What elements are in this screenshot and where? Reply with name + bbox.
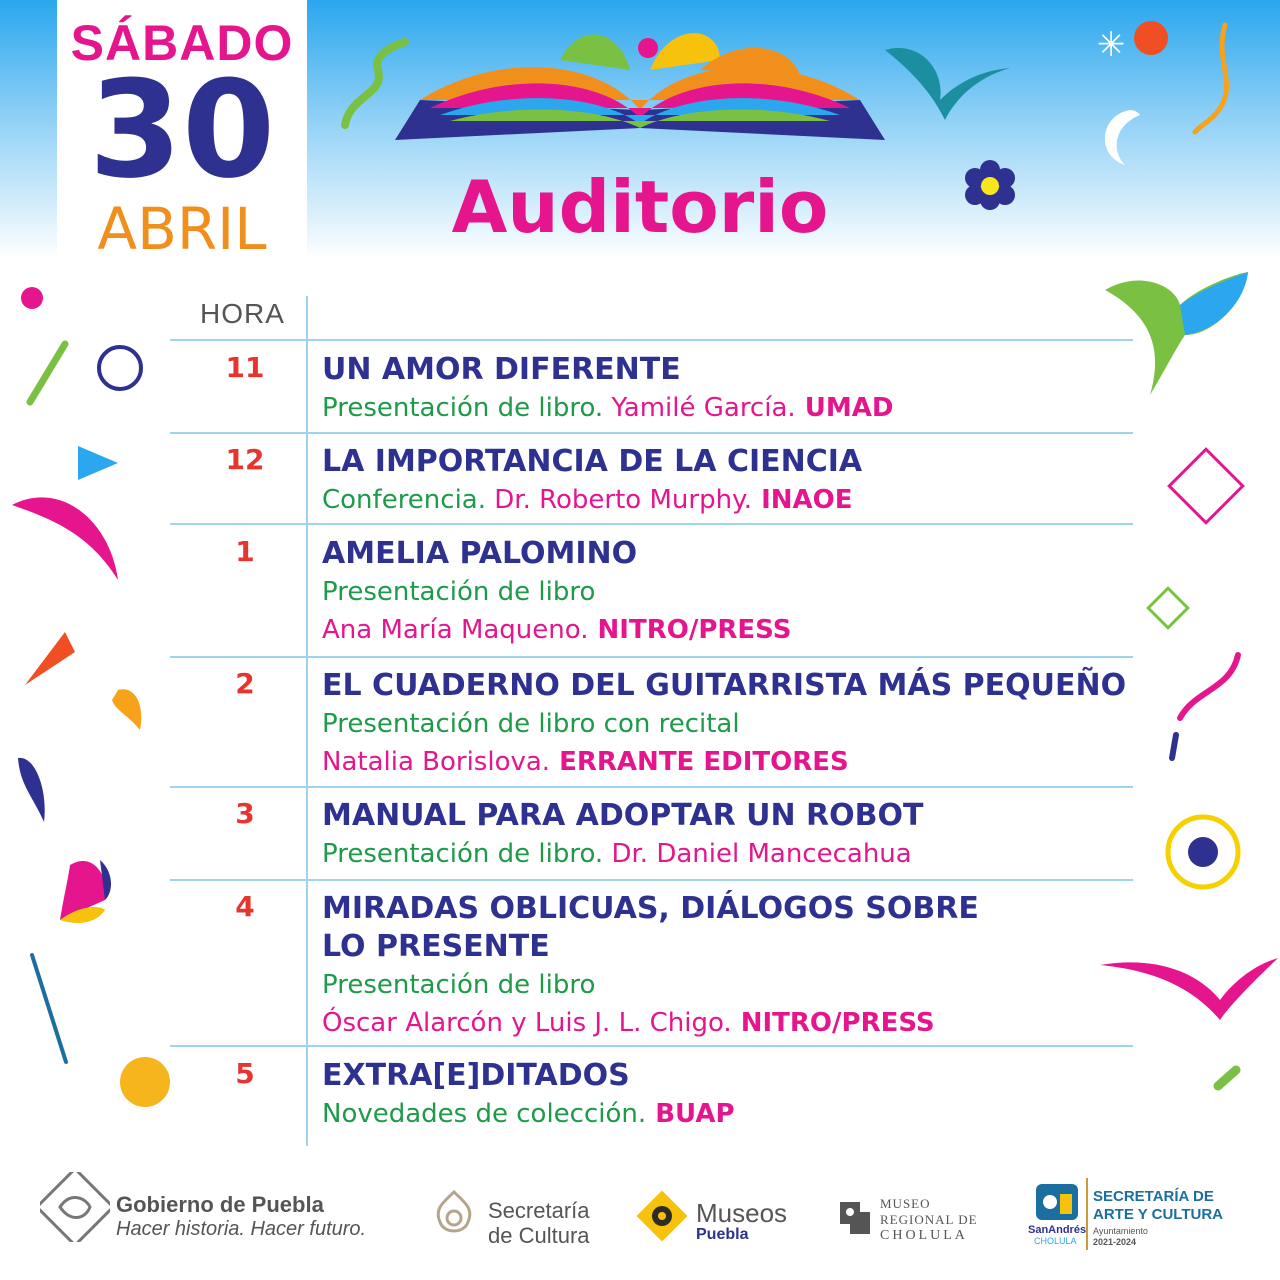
date-box — [57, 0, 307, 262]
event-title: EXTRA[E]DITADOS — [322, 1058, 630, 1093]
event-type: Presentación de libro — [322, 577, 596, 607]
ring-navy-icon — [99, 347, 141, 389]
event-type: Presentación de libro — [322, 970, 596, 1000]
event-type: Novedades de colección. — [322, 1099, 647, 1129]
row-hour: 12 — [225, 443, 265, 476]
event-guest: Ana María Maqueno. — [322, 615, 589, 645]
row-divider — [170, 339, 1133, 341]
triangle-blue-icon — [78, 446, 118, 480]
event-title: LA IMPORTANCIA DE LA CIENCIA — [322, 444, 863, 479]
weekday-label: SÁBADO — [70, 15, 294, 71]
event-guest: Óscar Alarcón y Luis J. L. Chigo. — [322, 1008, 732, 1038]
row-divider — [170, 879, 1133, 881]
footer-logos — [0, 1160, 1280, 1270]
event-publisher: NITRO/PRESS — [588, 615, 792, 645]
sparkle-icon: ✳ — [1097, 25, 1126, 65]
event-title: MANUAL PARA ADOPTAR UN ROBOT — [322, 798, 924, 833]
stroke-green-right-deco — [1218, 1070, 1236, 1086]
event-detail-line — [322, 481, 1142, 519]
stroke-navy-deco — [1172, 735, 1176, 758]
hour-column-header: HORA — [200, 298, 285, 329]
moon-icon — [1105, 110, 1140, 165]
row-divider — [170, 523, 1133, 525]
sanandres-name: SanAndrés — [1028, 1224, 1087, 1236]
event-title: MIRADAS OBLICUAS, DIÁLOGOS SOBRE LO PRESENTE — [322, 891, 979, 964]
sac-line1: SECRETARÍA DE — [1093, 1188, 1214, 1205]
gobierno-name: Gobierno de Puebla — [116, 1192, 324, 1217]
open-book-icon — [395, 33, 885, 140]
event-detail-line — [322, 1004, 1142, 1042]
logo-divider — [1086, 1178, 1088, 1250]
table-vertical-divider — [306, 296, 308, 1146]
event-guest: Natalia Borislova. — [322, 747, 551, 777]
museos-line2: Puebla — [696, 1226, 749, 1243]
squiggle-pink-deco — [1180, 655, 1238, 718]
museo-line1: MUSEO — [880, 1196, 931, 1211]
event-guest: Dr. Daniel Mancecahua — [603, 839, 912, 869]
museo-line3: CHOLULA — [880, 1228, 968, 1243]
event-detail-line — [322, 705, 1142, 743]
sun-yellow-icon — [120, 1057, 170, 1107]
diamond-green-icon — [1148, 588, 1188, 628]
puebla-emblem-icon — [40, 1172, 110, 1242]
row-hour: 4 — [235, 890, 255, 923]
sun-dot-icon — [1134, 21, 1168, 55]
event-guest: Dr. Roberto Murphy. — [486, 485, 753, 515]
dot-pink-icon — [21, 287, 43, 309]
san-andres-logo — [1028, 1160, 1258, 1260]
row-hour: 11 — [225, 351, 265, 384]
event-publisher: UMAD — [795, 393, 894, 423]
event-detail-line — [322, 611, 1142, 649]
flower-icon — [965, 160, 1015, 210]
event-publisher: BUAP — [646, 1099, 735, 1129]
sac-line4: 2021-2024 — [1093, 1237, 1137, 1247]
museos-line1: Museos — [696, 1198, 788, 1228]
row-divider — [170, 656, 1133, 658]
bird-teal-icon — [885, 48, 1010, 120]
event-title: AMELIA PALOMINO — [322, 536, 638, 571]
sac-line3: Ayuntamiento — [1093, 1226, 1148, 1236]
secretaria-cultura-logo — [428, 1160, 608, 1260]
venue-title: Auditorio — [451, 165, 829, 249]
triangle-orange-icon — [25, 632, 75, 685]
stroke-teal-deco — [32, 955, 66, 1062]
event-detail-line — [322, 743, 1142, 781]
row-hour: 1 — [235, 535, 255, 568]
event-detail-line — [322, 966, 1142, 1004]
leaf-orange-icon — [112, 689, 141, 730]
museo-line2: REGIONAL DE — [880, 1212, 978, 1227]
museos-puebla-logo — [634, 1160, 804, 1260]
event-title: EL CUADERNO DEL GUITARRISTA MÁS PEQUEÑO — [322, 668, 1127, 703]
event-detail-line — [322, 835, 1142, 873]
row-divider — [170, 1045, 1133, 1047]
event-type: Conferencia. — [322, 485, 486, 515]
museos-emblem-icon — [634, 1188, 690, 1244]
event-detail-line — [322, 389, 1142, 427]
museo-cholula-logo — [834, 1160, 994, 1260]
secretaria-line2: de Cultura — [488, 1223, 590, 1248]
row-hour: 5 — [235, 1057, 255, 1090]
event-publisher: NITRO/PRESS — [731, 1008, 935, 1038]
day-number: 30 — [88, 52, 276, 208]
month-label: ABRIL — [97, 195, 267, 263]
gobierno-puebla-logo — [40, 1160, 400, 1260]
leaf-navy-icon — [18, 758, 45, 822]
row-hour: 3 — [235, 797, 255, 830]
squiggle-orange-deco — [1195, 25, 1227, 132]
gobierno-slogan: Hacer historia. Hacer futuro. — [116, 1218, 367, 1240]
event-detail-line — [322, 573, 1142, 611]
event-type: Presentación de libro. — [322, 839, 604, 869]
event-detail-line — [322, 1095, 1142, 1133]
event-type: Presentación de libro. — [322, 393, 604, 423]
row-divider — [170, 432, 1133, 434]
stroke-green-deco — [30, 344, 65, 402]
cholula-emblem-icon — [834, 1194, 876, 1242]
event-title: UN AMOR DIFERENTE — [322, 352, 681, 387]
event-type: Presentación de libro con recital — [322, 709, 740, 739]
sac-line2: ARTE Y CULTURA — [1093, 1206, 1224, 1223]
row-divider — [170, 786, 1133, 788]
squiggle-green-deco — [345, 42, 405, 125]
event-publisher: ERRANTE EDITORES — [550, 747, 849, 777]
secretaria-line1: Secretaría — [488, 1198, 590, 1223]
san-andres-emblem-icon — [1032, 1180, 1082, 1224]
event-publisher: INAOE — [752, 485, 853, 515]
cultura-emblem-icon — [428, 1188, 480, 1244]
leaf-pink-icon — [12, 497, 118, 580]
event-guest: Yamilé García. — [603, 393, 796, 423]
row-hour: 2 — [235, 667, 255, 700]
sanandres-sub: CHOLULA — [1034, 1236, 1077, 1246]
diamond-pink-icon — [1169, 449, 1243, 523]
